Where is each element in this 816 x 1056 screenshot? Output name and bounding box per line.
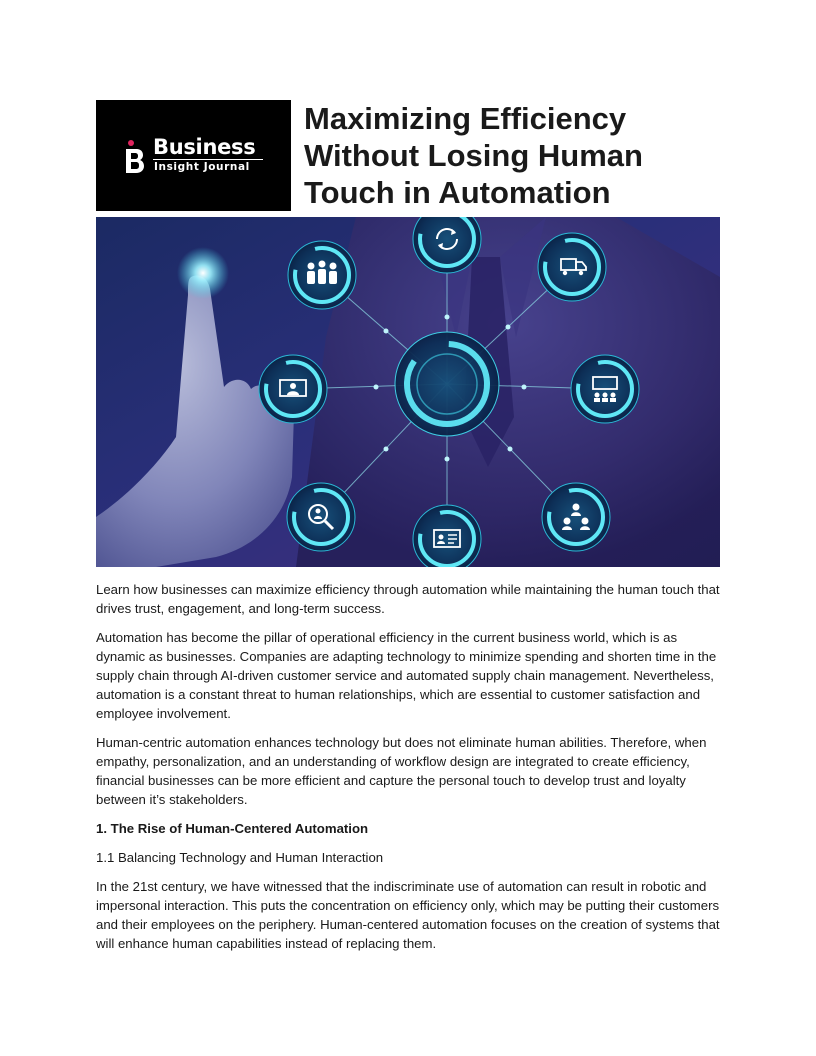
presentation-icon [571, 355, 639, 423]
search-person-icon [287, 483, 355, 551]
video-call-icon [259, 355, 327, 423]
logo-b-mark-icon [125, 140, 145, 174]
article-body [96, 580, 720, 963]
team-icon [288, 241, 356, 309]
delivery-truck-icon [538, 233, 606, 301]
body-paragraph: Automation has become the pillar of operational efficiency in the current business world, which is as dynamic as businesses. Companies are adapting technology to minimize spending and shorten time in the supply chain through AI-driven customer service and automated supply chain management. Nevertheless, automation is a constant threat to human relationships, which are essential to customer satisfaction and employee involvement. [96, 630, 717, 721]
section-heading: 1. The Rise of Human-Centered Automation [96, 821, 369, 836]
logo-name: Business [153, 135, 256, 159]
body-paragraph: In the 21st century, we have witnessed that the indiscriminate use of automation can result in robotic and impersonal interaction. This puts the concentration on efficiency only, which may be putting their customers and their employees on the periphery. Human-centered automation focuses on the creation of systems that will enhance human capabilities instead of replacing them. [96, 879, 720, 951]
intro-paragraph: Learn how businesses can maximize efficiency through automation while maintaining the human touch that drives trust, engagement, and long-term success. [96, 582, 720, 616]
logo-subtitle: Insight Journal [154, 161, 250, 173]
publication-logo [96, 100, 291, 211]
network-people-icon [542, 483, 610, 551]
hero-image [96, 217, 720, 567]
body-paragraph: Human-centric automation enhances technology but does not eliminate human abilities. Therefore, when empathy, personalization, and an understanding of workflow design are integrated to create efficiency, financial businesses can be more efficient and capture the personal touch to develop trust and loyalty between it’s stakeholders. [96, 735, 707, 807]
id-card-icon [413, 505, 481, 567]
logo-divider [153, 159, 263, 160]
central-hub-icon [395, 332, 499, 436]
subsection-heading: 1.1 Balancing Technology and Human Interaction [96, 850, 384, 865]
article-title: Maximizing Efficiency Without Losing Human Touch in Automation [304, 101, 643, 210]
